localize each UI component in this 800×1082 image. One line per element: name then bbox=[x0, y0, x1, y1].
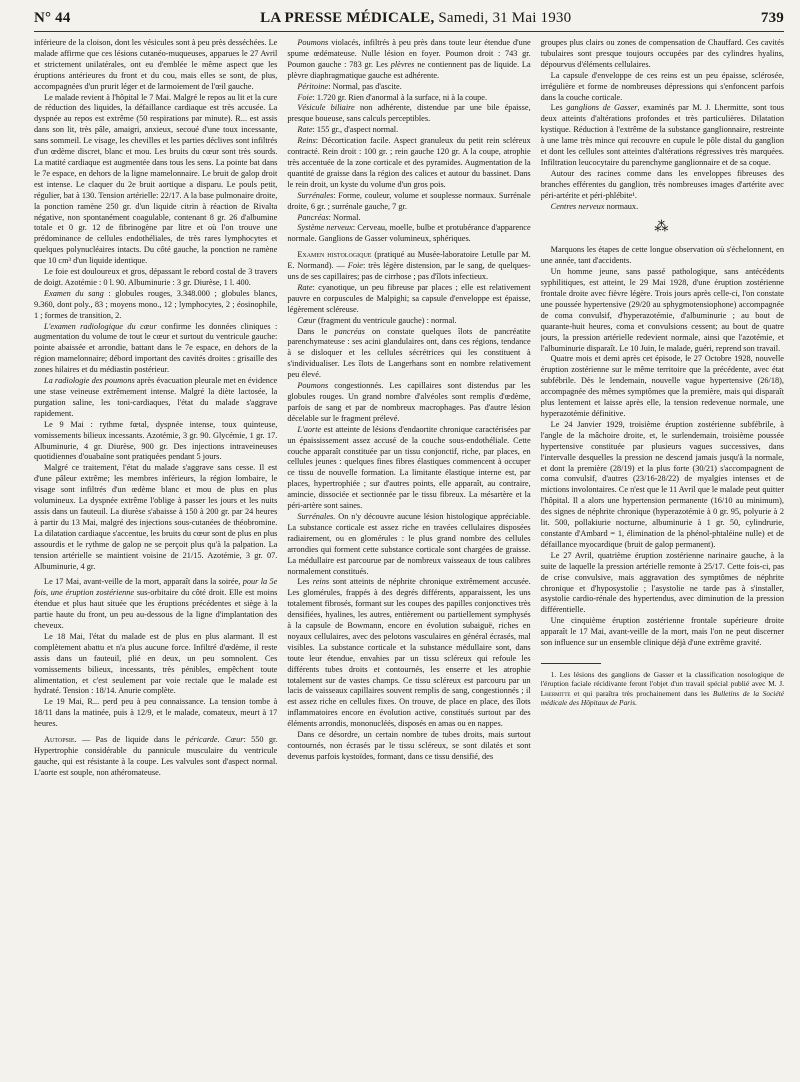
paragraph: Surrénales: Forme, couleur, volume et souplesse normaux. Surrénale droite, 6 gr. ; surrénale gauche, 7 gr. bbox=[287, 190, 531, 211]
journal-title: LA PRESSE MÉDICALE, bbox=[260, 10, 435, 26]
paragraph: Vésicule biliaire non adhérente, distendue par une bile épaisse, presque boueuse, sans calculs perceptibles. bbox=[287, 103, 531, 124]
inline-text: après évacuation pleurale met en évidence une stase veineuse extrêmement intense. Malgré la diète lactosée, la purgation saline, les toni-cardiaques, l'état du malade s'aggrave rapidement. bbox=[34, 376, 278, 418]
paragraph: Péritoine: Normal, pas d'ascite. bbox=[297, 81, 402, 91]
paragraph: Pancréas: Normal. bbox=[297, 212, 361, 222]
inline-text: : globules rouges, 3.348.000 ; globules blancs, 9.360, dont poly., 83 ; moyens mono., 12 ; lymphocytes, 2 ; éosinophile, 1 ; formes de transition, 2. bbox=[34, 288, 278, 320]
section-separator: ⁂ bbox=[654, 219, 671, 235]
footnote-rule bbox=[541, 663, 601, 664]
inline-text: Le 17 Mai, avant-veille de la mort, apparaît dans la soirée, bbox=[44, 577, 241, 587]
paragraph: Dans ce désordre, un certain nombre de tubes droits, mais surtout contournés, non écrasés par le tissu scléreux, se sont dilatés et sont devenus parfois kystoïdes, formant, dans ce tissu densifié, des bbox=[287, 730, 531, 761]
paragraph: Système nerveux: Cerveau, moelle, bulbe et protubérance d'apparence normale. Ganglions de Gasser volumineux, sphériques. bbox=[287, 223, 531, 244]
section-label: Autopsie. bbox=[44, 735, 77, 745]
footnote-text: 1. Les lésions des ganglions de Gasser et la classification nosologique de l'éruption faciale récidivante feront l'objet d'un travail spécial publié avec M. J. Lhermitte et qui paraîtra très prochainement dans les Bulletins de la Société médicale des Hôpitaux de Paris. bbox=[540, 669, 784, 708]
journal-masthead bbox=[260, 10, 571, 27]
paragraph: Dans le pancréas on constate quelques îlots de pancréatite parenchymateuse : ses acini glandulaires ont, dans ces régions, tendance à se disloquer et les cellules sécrétrices qui les constituent à s'individualiser. Les îlots de Langerhans sont en nombre relativement peu élevé. bbox=[287, 326, 531, 380]
paragraph: Une cinquième éruption zostérienne frontale supérieure droite apparaît le 17 Mai, avant-veille de la mort, mais l'on ne peut discerner son influence sur un ensemble clinique déjà d'une extrême gravité. bbox=[540, 616, 784, 648]
inline-text: sus-orbitaire du côté droit. Elle est moins étendue et plus haut située que les éruptions précédentes et siège à la partie haute du front, un peu au-dessous de la ligne d'implantation des cheveux. bbox=[34, 588, 278, 631]
page-number: 739 bbox=[760, 10, 784, 26]
paragraph: Le 24 Janvier 1929, troisième éruption zostérienne subfébrile, à l'angle de la mâchoire droite, et, le surlendemain, troisième poussée hypertensive constituée par plusieurs vagues successives, dans l'intervalle desquelles la pression ne descend jamais jusqu'à la normale, et dont la première (28/19) et la plus forte (30/21) s'accompagnent de coma convulsif, d'autres (23/16-28/22) de myalgies intenses et de mictions involontaires. Ce n'est que le 11 Avril que le malade peut quitter l'hôpital. Il a alors une hypertension permanente (16/10 au minimum), des signes de néphrite chronique (hyperazotémie à 0 gr. 95, polyurie à 2 lit. 500, pollakiurie nocturne, albuminurie à 1 gr. 50, cylindrurie, constante d'Ambard = 1, élimination de la phénol-phtaléine nulle) et de défaillance myocardique (bruit de galop permanent). bbox=[540, 419, 784, 549]
paragraph: Poumons violacés, infiltrés à peu près dans toute leur étendue d'une spume œdémateuse. Nulle lésion en foyer. Poumon droit : 743 gr. Poumon gauche : 783 gr. Les plèvres ne contiennent pas de liquide. La plèvre diaphragmatique gauche est adhérente. bbox=[287, 38, 531, 80]
paragraph: Le 27 Avril, quatrième éruption zostérienne narinaire gauche, à la suite de laquelle la pression artérielle remonte à 25/17. Cette fois-ci, pas de crise convulsive, mais aggravation des symptômes de néphrite chronique et d'hyposystolie ; l'asystolie ne tarde pas à s'installer, asystolie cardio-rénale des hypertendus, avec diminution de la pression différentielle. bbox=[540, 550, 784, 615]
inline-text: — Pas de liquide dans le bbox=[81, 735, 181, 745]
article-columns bbox=[34, 38, 784, 1068]
issue-date: Samedi, 31 Mai 1930 bbox=[438, 10, 572, 26]
paragraph: Les reins sont atteints de néphrite chronique extrêmement accusée. Les glomérules, frappés à des degrés différents, apparaissent, les uns totalement fibrosés, formant sur les coupes des papilles conjonctives très densifiées, hyalines, les autres, entièrement ou partiellement symphysés à la capsule de Bowmann, encore en évolution subaiguë, riches en noyaux cellulaires, avec des pelotons vasculaires en général écrasés, mal visibles. La substance corticale et la substance médullaire sont, dans toute leur étendue, envahies par un tissu scléreux qui refoule les différents tubes droits et contournés, les enserre et les atrophie totalement sur de vastes champs. Ce tissu scléreux est parcouru par un lacis de vaisseaux capillaires souvent remplis de sang, congestionnés ; il est assez riche en cellules fixes. On trouve, de place en place, des îlots inflammatoires encore en évolution active, constitués surtout par des éléments arrondis, mononucléés, disposés en amas ou en nappes. bbox=[287, 577, 531, 729]
inline-emphasis: pour la 5e fois, une éruption zostérienne bbox=[34, 577, 278, 598]
column-2 bbox=[287, 38, 530, 1068]
paragraph: Un homme jeune, sans passé pathologique, sans antécédents syphilitiques, est atteint, le 29 Mai 1928, d'une éruption zostérienne frontale droite avec fièvre légère. Trois jours après celle-ci, l'on constate une poussée hypertensive (29/20 au sphygmotensiophone) accompagnée de coma convulsif, d'hyperazotémie, d'albuminurie ; au bout de quarante-huit heures, coma et convulsions cessent; au bout de quatre jours, la pression artérielle redevient normale, ainsi que l'azotémie, et l'albuminurie disparaît. Le 10 Juin, le malade, guéri, reprend son travail. bbox=[540, 267, 784, 353]
paragraph bbox=[34, 735, 277, 779]
paragraph: Autour des racines comme dans les enveloppes fibreuses des branches efférentes du ganglion, très nombreuses images d'artérite avec péri-artérite et péri-phlébite¹. bbox=[540, 168, 784, 200]
inline-label: La radiologie des poumons bbox=[44, 376, 135, 386]
section-label: Examen histologique bbox=[297, 250, 372, 260]
column-1 bbox=[34, 38, 277, 1068]
paragraph: Quatre mois et demi après cet épisode, le 27 Octobre 1928, nouvelle éruption zostérienne sur le même territoire que la précédente, avec état subfébrile. Dès le lendemain, nouvelle vague hypertensive (26/18), accompagnée des mêmes symptômes que la première, mais qui disparaît plus lentement et laisse après elle, la tension redevenue normale, une hyperazotémie définitive. bbox=[540, 354, 784, 418]
paragraph bbox=[34, 322, 277, 377]
paragraph: Foie: 1.720 gr. Rien d'anormal à la surface, ni à la coupe. bbox=[297, 92, 488, 102]
paragraph: Cœur (fragment du ventricule gauche) : normal. bbox=[297, 315, 457, 325]
paragraph: Rate: 155 gr., d'aspect normal. bbox=[297, 125, 399, 135]
paragraph: Reins: Décortication facile. Aspect granuleux du petit rein scléreux contracté. Rein droit : 100 gr. ; rein gauche 120 gr. A la coupe, atrophie très accentuée de la zone corticale et des pyramides. Augmentation de la quantité de graisse dans la région des calices et autour du bassinet. Dans le rein droit, un kyste du volume d'un gros pois. bbox=[287, 136, 531, 189]
paragraph: Malgré ce traitement, l'état du malade s'aggrave sans cesse. Il est d'une pâleur extrême; les membres inférieurs, la région lombaire, le visage sont infiltrés d'un œdème blanc et mou de plus en plus volumineux. La dyspnée extrême l'oblige à passer les jours et les nuits assis dans un fauteuil. La diurèse s'abaisse à 150 à 200 gr. par 24 heures à partir du 13 Mai, malgré des injections sous-cutanées de théobromine. La dilatation cardiaque s'accentue, les bruits du cœur sont de plus en plus assourdis et le rythme de galop ne se perçoit plus qu'à la palpation. La tension artérielle se maintient voisine de 21/15. Azotémie, 3 gr. 07. Albuminurie, 4 gr. bbox=[34, 463, 278, 571]
paragraph: Surrénales. On n'y découvre aucune lésion histologique appréciable. La substance corticale est assez riche en travées cellulaires disposées radiairement, ou en glomérules : le plus grand nombre des cellules arrondies qui forment cette substance corticale sont chargées de graisse. La médullaire est parcourue par de nombreux vaisseaux de tous calibres normalement constitués. bbox=[287, 511, 531, 576]
paragraph: Centres nerveux normaux. bbox=[550, 201, 639, 211]
footnote bbox=[541, 670, 784, 708]
paragraph: Le 19 Mai, R... perd peu à peu connaissance. La tension tombe à 18/11 dans la matinée, puis à 12/9, et le malade, comateux, meurt à 17 heures. bbox=[34, 697, 278, 729]
paragraph: Rate: cyanotique, un peu fibreuse par places ; elle est relativement pauvre en corpuscules de Malpighi; sa capsule d'enveloppe est épaisse, légèrement scléreuse. bbox=[287, 282, 531, 314]
paragraph: Marquons les étapes de cette longue observation où s'échelonnent, en une année, tant d'accidents. bbox=[540, 245, 784, 266]
paragraph bbox=[34, 289, 277, 322]
paragraph: Le foie est douloureux et gros, dépassant le rebord costal de 3 travers de doigt. Azotémie : 0 l. 90. Albuminurie : 3 gr. Diurèse, 1 l. 400. bbox=[34, 267, 278, 287]
inline-emphasis: péricarde. bbox=[185, 735, 220, 745]
paragraph bbox=[34, 376, 277, 420]
paragraph: Le malade revient à l'hôpital le 7 Mai. Malgré le repos au lit et la cure de réduction des liquides, la défaillance cardiaque est très accusée. La dyspnée au repos est extrême (50 respirations par minute). R... est assis dans son lit, très pâle, amaigri, anxieux, secoué d'une toux incessante, sans sommeil. Le visage, les chevilles et les parties déclives sont infiltrés d'un œdème discret, blanc et mou. Les bruits du cœur sont très sourds. La matité cardiaque est augmentée dans tous les sens. La pointe bat dans le 7e espace, en dehors de la ligne mamelonnaire. Le bruit de galop droit est intense. Le claquer du 2e bruit aortique a disparu. Le pouls petit, régulier, bat à 130. Tension artérielle: 22/17. A la base pulmonaire droite, la ponction ramène 250 gr. d'un liquide citrin à réaction de Rivalta négative, non spontanément coagulable, contenant 8 gr. 26 d'albumine totale et 0 gr. 12 de fibrinogène par litre et où l'on trouve une prédominance de cellules endothéliales, de très rares lymphocytes et quelques polynucléaires intacts. Du côté gauche, la ponction ne ramène que 10 cm³ d'un liquide identique. bbox=[34, 92, 278, 266]
paragraph: L'aorte est atteinte de lésions d'endaortite chronique caractérisées par un épaississement assez accusé de la couche sous-endothéliale. Cette couche apparaît constituée par un tissu conjonctif, riche, par places, en cellules jeunes : quelques fines fibres élastiques commencent à occuper ce tissu de nouvelle formation. La limitante élastique interne est, par places, hypertrophiée ; sur d'autres points, elle apparaît, au contraire, amincie, dissociée et sectionnée par le tissu fibreux. La mésartère et la péri-artère sont saines. bbox=[287, 424, 531, 511]
inline-text: confirme les données cliniques : augmentation du volume de tout le cœur et surtout du ventricule gauche: pointe abaissée et arrondie, battant dans le 7e espace, en dehors de la région mamelonnaire; débord important des cavités droites : grisaille des zones hilaires et du médiastin postérieur. bbox=[34, 321, 278, 375]
paragraph: inférieure de la cloison, dont les vésicules sont à peu près desséchées. Le malade affirme que ces lésions cutanéo-muqueuses, apparues le 27 Avril et strictement unilatérales, ont eu d'emblée le même aspect que les éruptions antérieures du front et du cou, mais elles se sont, de plus, accompagnées d'un prurit léger et de larmoiement de l'œil gauche. bbox=[34, 38, 278, 91]
paragraph: Poumons congestionnés. Les capillaires sont distendus par les globules rouges. Un grand nombre d'alvéoles sont remplis d'œdème, parfois de sang et par de nombreux macrophages. Pas d'autre lésion décelable sur le fragment prélevé. bbox=[287, 381, 531, 423]
page-header bbox=[34, 10, 784, 32]
paragraph: Examen histologique (pratiqué au Musée-laboratoire Letulle par M. E. Normand). — Foie: très légère distension, par le sang, de quelques-uns de ses capillaires; pas de cirrhose ; pas d'îlots infectieux. bbox=[287, 250, 531, 282]
inline-text: : 550 gr. Hypertrophie considérable du pannicule musculaire du ventricule gauche, qui est résistante à la coupe. Les valvules sont d'aspect normal. L'aorte est souple, non athéromateuse. bbox=[34, 735, 278, 777]
column-3 bbox=[541, 38, 784, 1068]
paragraph bbox=[34, 577, 277, 632]
inline-label: Examen du sang bbox=[44, 288, 104, 298]
inline-label: L'examen radiologique du cœur bbox=[44, 321, 157, 331]
paragraph: groupes plus clairs ou zones de compensation de Chauffard. Ces cavités tubulaires sont presque toujours occupées par des cylindres hyalins, dépourvus d'éléments cellulaires. bbox=[540, 38, 784, 69]
paragraph: Les ganglions de Gasser, examinés par M. J. Lhermitte, sont tous deux atteints d'altérations profondes et très particulières. Dilatation kystique. Réduction à l'extrême de la substance ganglionnaire, restreinte à une lame très mince qui recouvre en cupule le pôle distal du ganglion et dont les cellules sont atteintes d'altérations régressives très marquées. Infiltration leucocytaire du parenchyme ganglionnaire et de sa coque. bbox=[540, 103, 784, 167]
paragraph: Le 18 Mai, l'état du malade est de plus en plus alarmant. Il est complètement abattu et n'a plus aucune force. Infiltré d'œdème, il reste assis dans un fauteuil, plié en deux, un peu somnolent. Ces vomissements bilieux, incessants, très pénibles, empêchent toute alimentation, et c'est seulement par voie rectale que le malade est hydraté. Tension : 18/14. Anurie complète. bbox=[34, 631, 278, 696]
paragraph: La capsule d'enveloppe de ces reins est un peu épaisse, sclérosée, irrégulière et forme de nombreuses dépressions qui s'enfoncent parfois dans la couche corticale. bbox=[540, 70, 784, 102]
issue-number: N° 44 bbox=[34, 10, 71, 26]
inline-emphasis: Cœur bbox=[225, 735, 244, 745]
paragraph: Le 9 Mai : rythme fœtal, dyspnée intense, toux quinteuse, vomissements bilieux incessants. Azotémie, 3 gr. 90. Glycémie, 1 gr. 17. Albuminurie, 4 gr. Diurèse, 900 gr. Des injections intraveineuses quotidiennes d'ouabaïne sont pratiquées pendant 5 jours. bbox=[34, 419, 278, 462]
